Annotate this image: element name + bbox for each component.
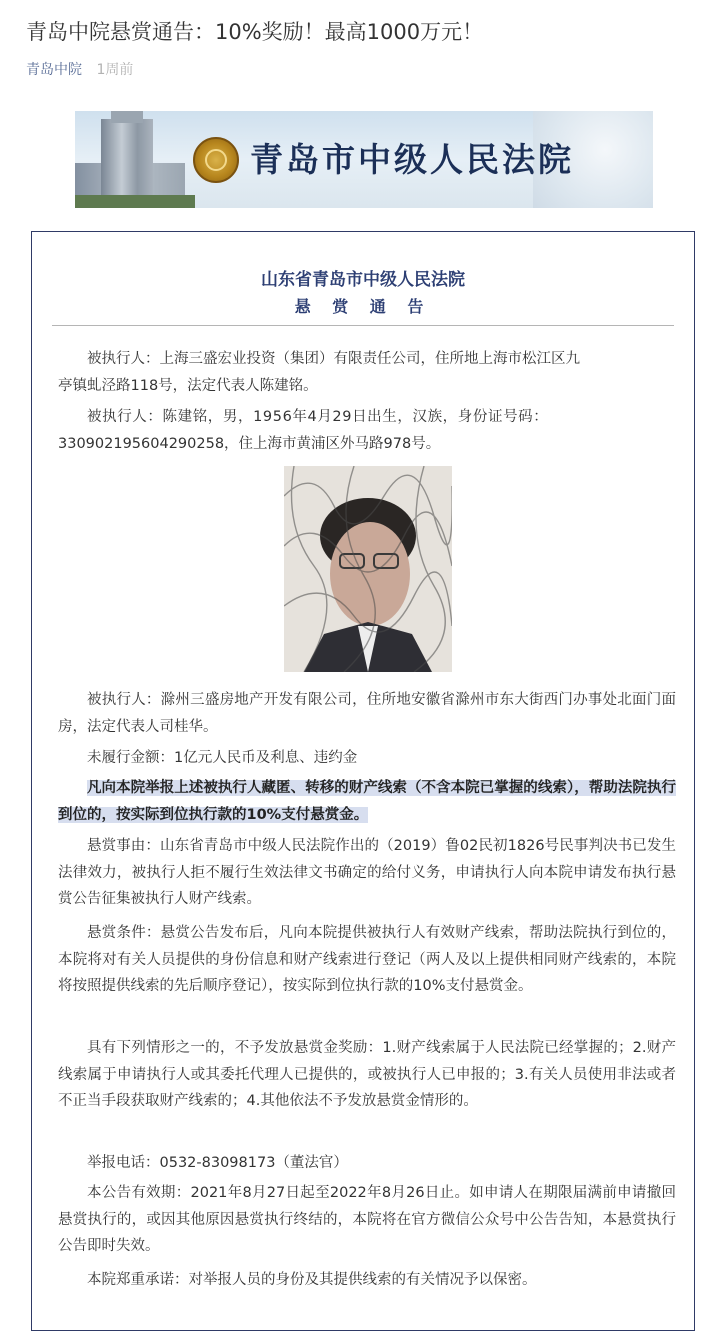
company-line-1: 被执行人：上海三盛宏业投资（集团）有限责任公司，住所地上海市松江区九	[87, 351, 580, 367]
debtor-photo	[284, 466, 452, 672]
notice-divider	[52, 325, 674, 326]
notice-paragraph-person	[58, 404, 676, 457]
reward-highlight-text: 凡向本院举报上述被执行人藏匿、转移的财产线索（不含本院已掌握的线索），帮助法院执行到位的，按实际到位执行款的10%支付悬赏金。	[58, 780, 676, 823]
unpaid-amount: 未履行金额：1亿元人民币及利息、违约金	[87, 750, 358, 766]
notice-paragraph-second-company: 被执行人：滁州三盛房地产开发有限公司，住所地安徽省滁州市东大街西门办事处北面门面房，法定代表人司桂华。	[58, 692, 676, 735]
person-line-2: 330902195604290258，住上海市黄浦区外马路978号。	[58, 435, 441, 452]
confidentiality-promise: 本院郑重承诺：对举报人员的身份及其提供线索的有关情况予以保密。	[87, 1272, 537, 1288]
notice-court-name: 山东省青岛市中级人民法院	[261, 270, 465, 290]
photo-face	[330, 522, 410, 626]
person-line-1: 被执行人：陈建铭，男，1956年4月29日出生，汉族，身份证号码：	[87, 409, 549, 425]
court-tower-top	[111, 111, 143, 123]
report-phone: 举报电话：0532-83098173（董法官）	[87, 1155, 348, 1171]
banner-court-name: 青岛市中级人民法院	[250, 140, 574, 179]
emblem-ring	[205, 149, 227, 171]
reward-exclusions: 具有下列情形之一的，不予发放悬赏金奖励：1.财产线索属于人民法院已经掌握的；2.财产线索属于申请执行人或其委托代理人已提供的，或被执行人已申报的；3.有关人员使用非法或者不正当手段获取财产线索的；4.其他依法不予发放悬赏金情形的。	[58, 1040, 676, 1109]
banner-trees	[75, 195, 195, 208]
reward-reason: 悬赏事由：山东省青岛市中级人民法院作出的（2019）鲁02民初1826号民事判决书已发生法律效力，被执行人拒不履行生效法律文书确定的给付义务，申请执行人向本院申请发布执行悬赏公告征集被执行人财产线索。	[58, 838, 676, 907]
reward-highlight	[58, 775, 676, 828]
publish-time: 1周前	[96, 62, 134, 78]
article-meta	[26, 60, 133, 80]
notice-paragraph-company	[58, 346, 676, 399]
notice-heading: 悬 赏 通 告	[294, 297, 432, 316]
company-line-2: 亭镇虬泾路118号，法定代表人陈建铭。	[58, 377, 318, 394]
author-link[interactable]: 青岛中院	[26, 62, 82, 78]
reward-notice	[31, 231, 695, 1331]
court-emblem-icon	[193, 137, 239, 183]
reward-conditions: 悬赏条件：悬赏公告发布后，凡向本院提供被执行人有效财产线索，帮助法院执行到位的，本院将对有关人员提供的身份信息和财产线索进行登记（两人及以上提供相同财产线索的，本院将按照提供线索的先后顺序登记），按实际到位执行款的10%支付悬赏金。	[58, 925, 676, 994]
debtor-photo-image	[284, 466, 452, 672]
court-banner	[75, 111, 653, 208]
article-title: 青岛中院悬赏通告：10%奖励！最高1000万元！	[26, 20, 484, 44]
notice-validity: 本公告有效期：2021年8月27日起至2022年8月26日止。如申请人在期限届满前申请撤回悬赏执行的，或因其他原因悬赏执行终结的，本院将在官方微信公众号中公告告知，本悬赏执行公告即时失效。	[58, 1185, 676, 1254]
